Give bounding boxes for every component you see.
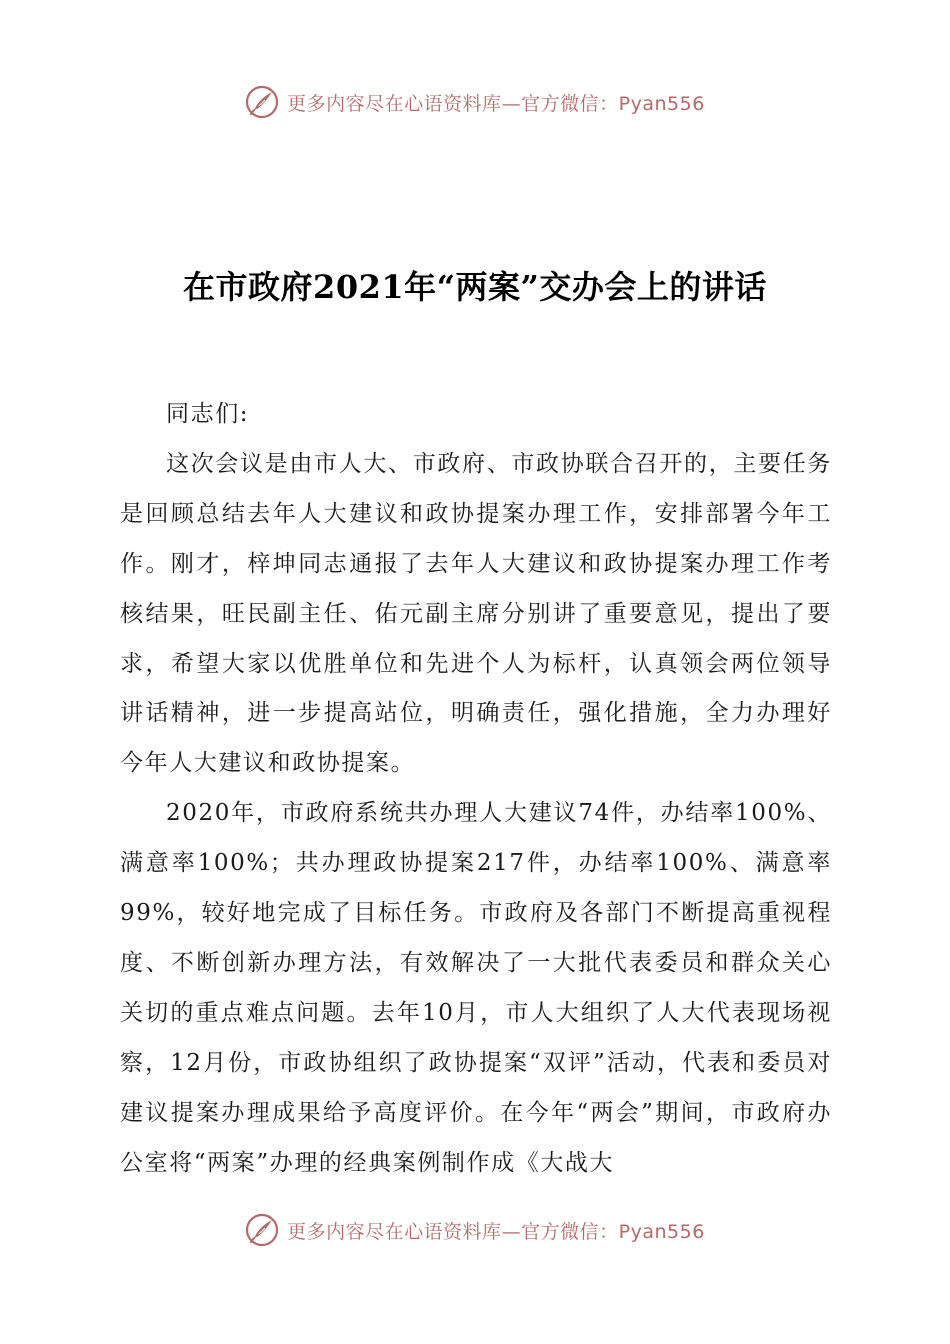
header-banner	[0, 82, 950, 122]
paragraph-1: 这次会议是由市人大、市政府、市政协联合召开的，主要任务是回顾总结去年人大建议和政协提案办理工作，安排部署今年工作。刚才，梓坤同志通报了去年人大建议和政协提案办理工作考核结果，旺民副主任、佑元副主席分别讲了重要意见，提出了要求，希望大家以优胜单位和先进个人为标杆，认真领会两位领导讲话精神，进一步提高站位，明确责任，强化措施，全力办理好今年人大建议和政协提案。	[120, 450, 832, 777]
paragraph-2: 2020年，市政府系统共办理人大建议74件，办结率100%、满意率100%；共办理政协提案217件，办结率100%、满意率99%，较好地完成了目标任务。市政府及各部门不断提高重视程度、不断创新办理方法，有效解决了一大批代表委员和群众关心关切的重点难点问题。去年10月，市人大组织了人大代表现场视察，12月份，市政协组织了政协提案“双评”活动，代表和委员对建议提案办理成果给予高度评价。在今年“两会”期间，市政府办公室将“两案”办理的经典案例制作成《大战大	[120, 800, 832, 1176]
document-title: 在市政府2021年“两案”交办会上的讲话	[183, 268, 767, 306]
footer-banner	[0, 1210, 950, 1250]
banner-text: 更多内容尽在心语资料库—官方微信：Pyan556	[287, 1220, 705, 1243]
quill-pen-icon	[245, 1213, 279, 1247]
quill-pen-icon	[245, 85, 279, 119]
salutation: 同志们:	[166, 401, 250, 427]
banner-text: 更多内容尽在心语资料库—官方微信：Pyan556	[287, 92, 705, 115]
document-body	[120, 390, 832, 1189]
